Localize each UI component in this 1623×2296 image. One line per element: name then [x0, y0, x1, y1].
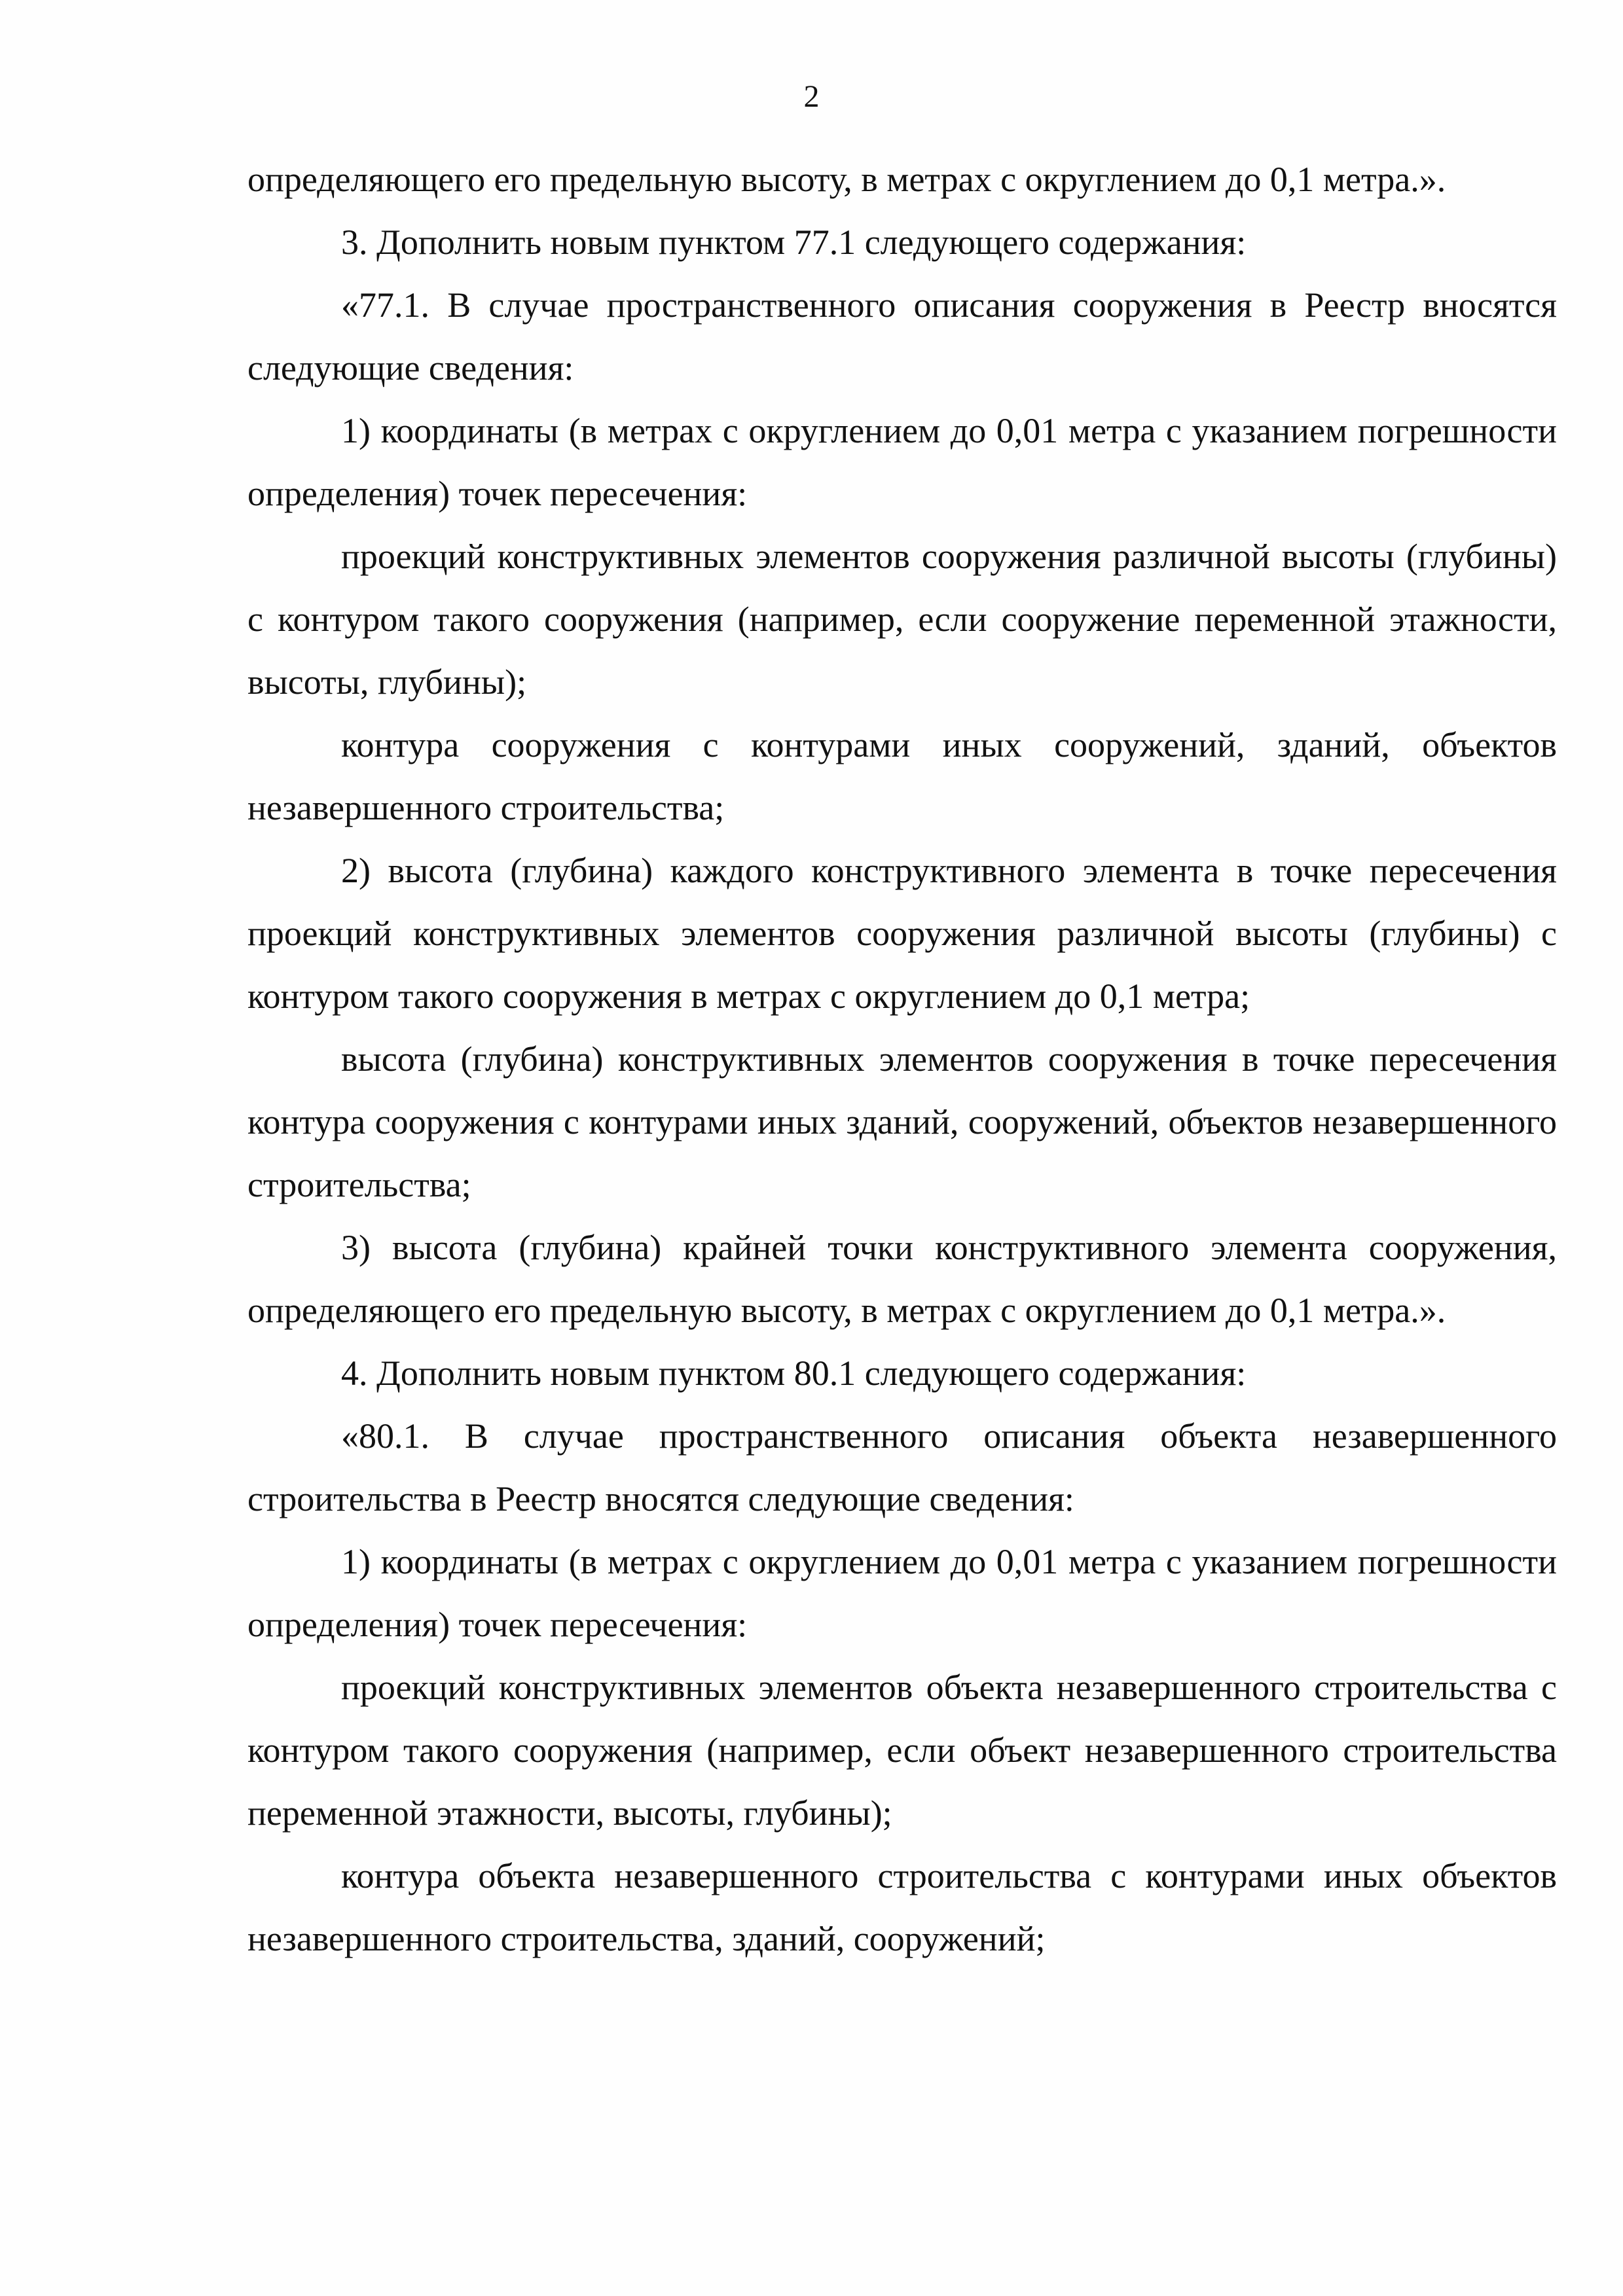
paragraph-item-3: 3. Дополнить новым пунктом 77.1 следующего содержания:: [341, 223, 1247, 262]
paragraph-77-1: «77.1. В случае пространственного описания сооружения в Реестр вносятся следующие сведения:: [247, 285, 1557, 387]
paragraph-77-1-projections: проекций конструктивных элементов сооружения различной высоты (глубины) с контуром такого сооружения (например, если сооружение переменной этажности, высоты, глубины);: [247, 537, 1557, 702]
page-number: 2: [803, 79, 820, 114]
paragraph-80-1-sub-1: 1) координаты (в метрах с округлением до 0,01 метра с указанием погрешности определения) точек пересечения:: [247, 1542, 1557, 1644]
paragraph-77-1-contour: контура сооружения с контурами иных сооружений, зданий, объектов незавершенного строительства;: [247, 725, 1557, 827]
paragraph-77-1-sub-2: 2) высота (глубина) каждого конструктивного элемента в точке пересечения проекций конструктивных элементов сооружения различной высоты (глубины) с контуром такого сооружения в метрах с округлением до 0,1 метра;: [247, 851, 1557, 1016]
paragraph-80-1: «80.1. В случае пространственного описания объекта незавершенного строительства в Реестр вносятся следующие сведения:: [247, 1416, 1557, 1518]
paragraph-continuation: определяющего его предельную высоту, в метрах с округлением до 0,1 метра.».: [247, 160, 1446, 199]
paragraph-77-1-sub-3: 3) высота (глубина) крайней точки конструктивного элемента сооружения, определяющего его предельную высоту, в метрах с округлением до 0,1 метра.».: [247, 1228, 1557, 1330]
paragraph-80-1-projections: проекций конструктивных элементов объекта незавершенного строительства с контуром такого сооружения (например, если объект незавершенного строительства переменной этажности, высоты, глубины);: [247, 1668, 1557, 1833]
paragraph-item-4: 4. Дополнить новым пунктом 80.1 следующего содержания:: [341, 1354, 1247, 1393]
paragraph-77-1-sub-1: 1) координаты (в метрах с округлением до 0,01 метра с указанием погрешности определения) точек пересечения:: [247, 411, 1557, 513]
document-body: [247, 148, 1557, 1970]
paragraph-80-1-contour: контура объекта незавершенного строительства с контурами иных объектов незавершенного строительства, зданий, сооружений;: [247, 1856, 1557, 1958]
paragraph-77-1-height: высота (глубина) конструктивных элементов сооружения в точке пересечения контура сооружения с контурами иных зданий, сооружений, объектов незавершенного строительства;: [247, 1039, 1557, 1204]
